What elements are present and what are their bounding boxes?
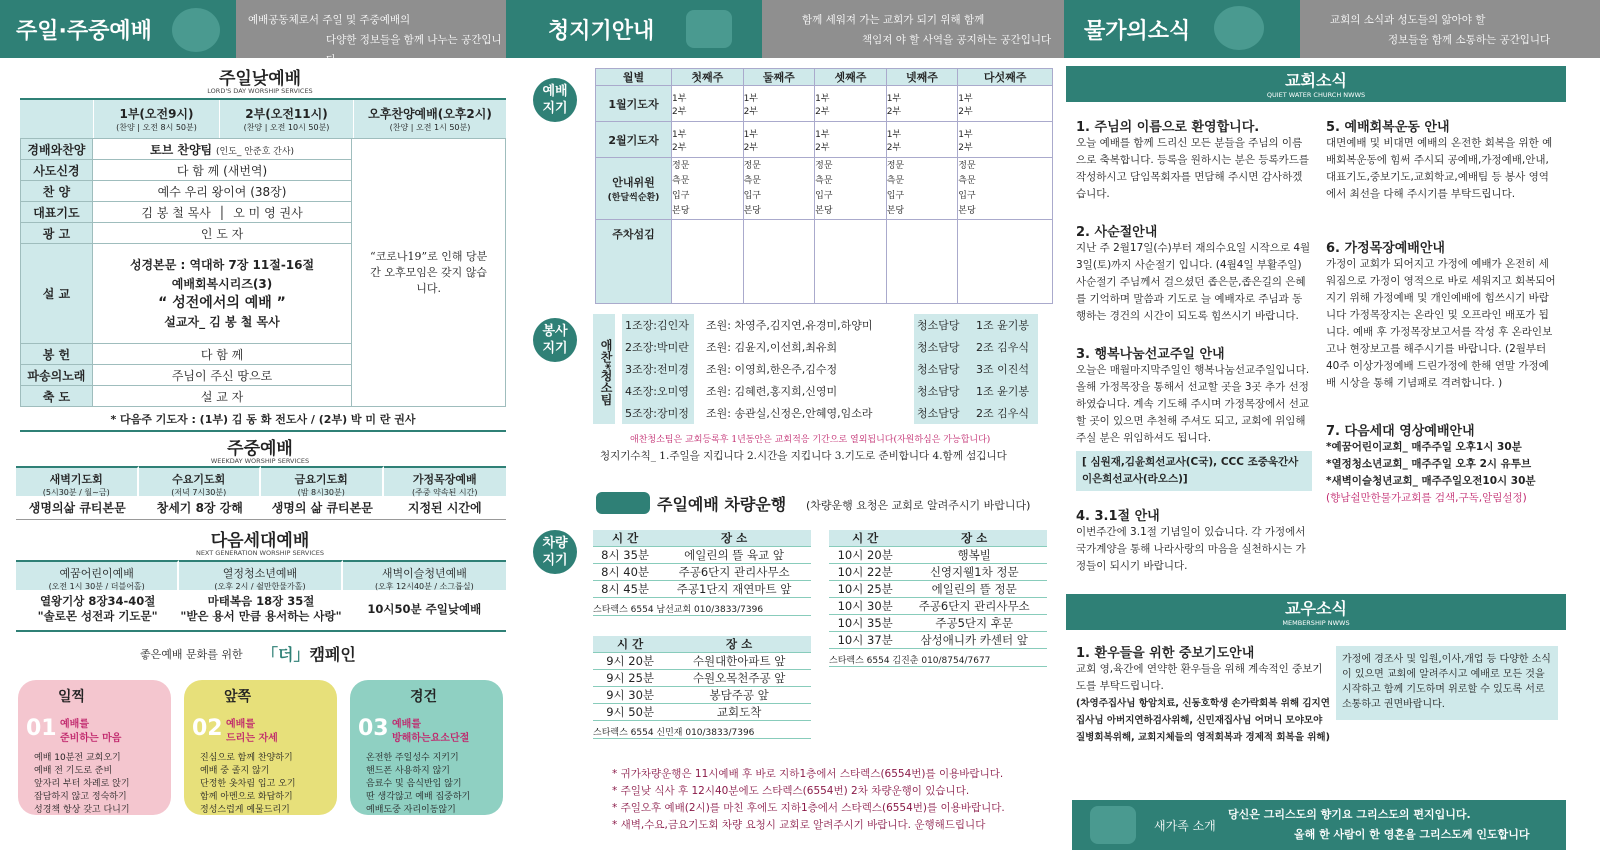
service-2 [220,100,354,138]
footer-line-1: 당신은 그리스도의 향기요 그리스도의 편지입니다. [1228,808,1471,821]
group-row: 3조장:전미경 조원: 이영희,한은주,김수정 청소담당 3조 이진석 [622,358,1052,379]
card-list: 예배 10분전 교회오기 예배 전 기도로 준비 앞자리 부터 차례로 앉기 잡담하지 않고 정숙하기 성경책 항상 갖고 다니기 [34,753,130,815]
row-label: 경배와찬양 [21,139,93,160]
car-steward-badge: 차량 지기 [533,530,577,574]
header-col1-title: 주일·주중예배 [16,19,152,44]
weekday-sub: WEEKDAY WORSHIP SERVICES [210,457,310,465]
weekday-col: 금요기도회 (밤 8시30분) 생명의 삶 큐티본문 [261,466,384,520]
news-item-body: 오늘 예배를 함께 드리신 모든 분들을 주님의 이름으로 축복합니다. 등록을 원하시는 분은 등록카드를 작성하시고 담임목회자를 면담해 주시면 감사하겠습니다. [1076,137,1310,200]
card-number: 01 [26,716,57,741]
campaign-pre: 좋은예배 문화를 위한 [140,648,243,661]
service-3 [354,100,506,138]
row-value: 다 함 께 (새번역) [92,160,351,181]
card-heading: 일찍 [58,689,86,705]
clean-team-label: 애찬*청소팀 [593,314,615,424]
nextgen-table [16,560,506,632]
service-3-label: 오후찬양예배(오후2시) [368,107,492,121]
megaphone-icon [686,10,732,48]
row-label: 1월기도자 [596,86,672,122]
row-value: 다 함 께 [92,344,351,365]
news-banner [1066,66,1566,102]
header-col3-bar [1064,0,1300,58]
missionary-list: [ 심원재,김윤희선교사(C국), CCC 조중욱간사 이은희선교사(라오스)] [1076,451,1312,491]
route-note: 스타렉스 6554 신민재 010/3833/7396 [593,721,811,739]
footer-label: 새가족 소개 [1154,819,1216,833]
row-value: 토브 찬양팀 (인도_ 안준호 간사) [92,139,351,160]
row-sublabel: (한달씩순환) [607,193,660,203]
route-note: 스타렉스 6554 김진춘 010/8754/7677 [829,649,1047,667]
time-header: 시 간 [593,530,657,547]
week-header: 다섯째주 [958,69,1053,86]
row-value: 김 봉 철 목사 │ 오 미 영 권사 [92,202,351,223]
news-item-title: 6. 가정목장예배안내 [1326,241,1445,256]
row-label: 안내위원 [612,176,655,189]
weekday-col: 새벽기도회 (5시30분 / 월~금) 생명의삶 큐티본문 [16,466,139,520]
news-item-title: 1. 주님의 이름으로 환영합니다. [1076,120,1260,135]
row-value: 인 도 자 [92,223,351,244]
video-note: (향남쉴만한물가교회를 검색,구독,알림설정) [1326,492,1527,504]
row-label: 파송의노래 [21,365,93,386]
row-label: 주차섬김 [596,220,672,304]
service-1-label: 1부(오전9시) [119,107,194,121]
sunday-title: 주일낮예배 [218,69,302,89]
header-col2-desc1: 함께 세워져 가는 교회가 되기 위해 함께 [802,14,985,26]
row-label: 봉 헌 [21,344,93,365]
card-list: 온전한 주일성수 지키기 핸드폰 사용하지 않기 음료수 및 음식반입 않기 딴 생각않고 예배 집중하기 예배도중 자리이동않기 [366,753,471,815]
row-value: 설 교 자 [92,386,351,407]
nextgen-col: 새벽이슬청년예배 (오후 12시40분 / 소그룹실) 10시50분 주일낮예배 [343,560,506,632]
row-label: 대표기도 [21,202,93,223]
news-item-body: 오늘은 매월마지막주일인 행복나눔선교주일입니다. 올해 가정목장을 통해서 선교할 곳을 3곳 추가 선정하였습니다. 계속 기도해 주시며 가정목장에서 선교할 곳이 있으면 추천해 주셔도 되고, 교회에 위임해 주실 분은 위임하셔도 됩니다. [1076,364,1310,444]
nextgen-sub: NEXT GENERATION WORSHIP SERVICES [195,549,325,557]
header-col2-bar [506,0,762,58]
prayer-schedule-table: 월별 첫째주 둘째주 셋째주 넷째주 다섯째주 1월기도자 1부 2부 1부 2부 1부 2부 1부 2부 1부 2부 2월기도자 1부 2부 1부 2부 1부 2부 1부 2부 1부 2부 안내위원 (한달씩순환) 정문 측문 입구 본당 정문 측문 입구 본당 정문 측문 입구 본당 정문 측문 입구 본당 정문 측문 입구 본당 주차섬김 [595,68,1053,304]
card-number: 02 [192,716,223,741]
family-icon [1090,806,1136,844]
card-list: 진심으로 함께 찬양하기 예배 중 졸지 않기 단정한 옷차림 입고 오기 함께 아멘으로 화답하기 정성스럽게 예물드리기 [200,753,296,815]
members-notice-box: 가정에 경조사 및 입원,이사,개업 등 다양한 소식이 있으면 교회에 알려주시고 예배로 모든 것을 시작하고 함께 기도하며 위로할 수 있도록 서로 소통하고 권면바랍니다. [1336,646,1558,720]
row-label: 축 도 [21,386,93,407]
nextgen-col: 예꿈어린이예배 (오전 1시 30분 / 더블어홀) 열왕기상 8장34-40절 "솔로몬 성전과 기도문" [16,560,179,632]
members-banner [1066,594,1566,630]
clean-groups [622,314,1052,424]
campaign-card-1: 일찍 01 예배를 준비하는 마음 예배 10분전 교회오기 예배 전 기도로 준비 앞자리 부터 차례로 앉기 잡담하지 않고 정숙하기 성경책 항상 갖고 다니기 [18,680,171,815]
campaign-title: 「더」캠페인 [262,645,356,664]
group-row: 2조장:박미란 조원: 김윤지,이선희,최유희 청소담당 2조 김우식 [622,336,1052,357]
row-value: 주님이 주신 땅으로 [92,365,351,386]
route-3-table: 시 간 장 소 10시 20분 행복빌 10시 22분 신영지웰1차 정문 10시 25분 에일린의 뜰 정문 10시 30분 주공6단지 관리사무소 10시 35분 주공5단지 후문 10시 37분 삼성애니카 카센터 앞 스타렉스 6554 김진춘 010/8754/7677 [829,530,1047,667]
video-line: *새벽이슬청년교회_ 매주주일오전10시 30분 [1326,475,1536,487]
group-row: 1조장:김인자 조원: 차영주,김지연,유경미,하양미 청소담당 1조 윤기봉 [622,314,1052,335]
row-label: 설 교 [21,244,93,344]
service-steward-badge: 봉사 지기 [533,318,577,362]
campaign-card-2: 앞쪽 02 예배를 드리는 자세 진심으로 함께 찬양하기 예배 중 졸지 않기 단정한 옷차림 입고 오기 함께 아멘으로 화답하기 정성스럽게 예물드리기 [184,680,337,815]
row-label: 사도신경 [21,160,93,181]
footer-line-2: 올해 한 사람이 한 영혼을 그리스도께 인도합니다 [1294,828,1530,841]
weekday-col: 가정목장예배 (주중 약속된 시간) 지정된 시간에 [384,466,507,520]
row-label: 광 고 [21,223,93,244]
nextgen-col: 열정청소년예배 (오후 2시 / 쉴만한물가홀) 마태복음 18장 35절 "받은 용서 만큼 용서하는 사랑" [179,560,342,632]
hand-plant-icon [1214,6,1264,50]
footer-bar [1072,800,1566,850]
next-prayer: * 다음주 기도자 : (1부) 김 동 화 전도사 / (2부) 박 미 란 권사 [20,411,506,432]
news-item-body: 이번주간에 3.1절 기념일이 있습니다. 각 가정에서 국가계양을 통해 나라사랑의 마음을 실천하시는 가정들이 되시기 바랍니다. [1076,526,1306,572]
service-2-detail: (찬양 | 오전 10시 50분) [243,123,330,132]
place-header: 장 소 [657,530,811,547]
weekday-col: 수요기도회 (저녁 7시30분) 창세기 8장 강해 [139,466,262,520]
news-left [1076,116,1312,575]
car-notices [612,766,1005,834]
route-note: 스타렉스 6554 남선교회 010/3833/7396 [593,598,811,616]
group-row: 4조장:오미영 조원: 김혜련,홍지희,신영미 청소담당 1조 윤기봉 [622,380,1052,401]
service-3-detail: (찬양 | 오전 1시 50분) [389,123,471,132]
card-heading: 경건 [410,689,438,705]
service-1-detail: (찬양 | 오전 8시 50분) [116,123,197,132]
row-label: 2월기도자 [596,122,672,158]
route-2-table: 시 간 장 소 9시 20분 수원대한아파트 앞 9시 25분 수원오목천주공 앞 9시 30분 봉담주공 앞 9시 50분 교회도착 스타렉스 6554 신민재 010/3833/7396 [593,636,811,739]
header-col1-desc2: 다양한 정보들을 함께 나누는 공간입니다 [326,34,502,66]
members-item-body: 교회 영,육간에 연약한 환우들을 위해 계속적인 중보기도를 부탁드립니다. [1076,663,1323,692]
header-col2-desc-bar [762,0,1064,58]
notice-line: * 주일낮 식사 후 12시40분에도 스타렉스(6554번) 2차 차량운행이 있습니다. [612,785,970,797]
members-title: 교우소식 [1285,599,1347,618]
week-header: 셋째주 [815,69,887,86]
header-col1-desc-bar [236,0,506,66]
video-line: *예꿈어린이교회_ 매주주일 오후1시 30분 [1326,441,1522,453]
header-col3-desc1: 교회의 소식과 성도들의 앎아야 할 [1330,14,1486,26]
weekday-table [16,466,506,520]
header-col3-desc-bar [1300,0,1600,58]
members-item-title: 1. 환우들을 위한 중보기도안내 [1076,646,1255,661]
news-item-title: 5. 예배회복운동 안내 [1326,120,1450,135]
route-1-table: 시 간 장 소 8시 35분 에일린의 뜰 육교 앞 8시 40분 주공6단지 관리사무소 8시 45분 주공1단지 재연마트 앞 스타렉스 6554 남선교회 010/3833/7396 [593,530,811,616]
card-heading: 앞쪽 [224,689,252,705]
group-row: 5조장:장미정 조원: 송관실,신정은,안혜영,임소라 청소담당 2조 김우식 [622,402,1052,423]
service-1 [94,100,220,138]
news-sub: QUIET WATER CHURCH NWWS [1266,91,1366,99]
clean-note: 애찬청소팀은 교회등록후 1년동안은 교회적응 기간으로 열외됩니다(자원하심은 가능합니다) [630,435,991,445]
members-body [1076,642,1330,746]
news-item-body: 가정이 교회가 되어지고 가정에 예배가 온전히 세워짐으로 가정이 영적으로 바로 세워지고 회복되어지기 위해 가정예배 및 개인예배에 힘쓰시기 바랍니다 가정목장지는 온라인 및 오프라인 배포가 됩니다. 예배 후 가정목장보고서를 작성 후 온라인보고나 현장보고를 해주시기를 바랍니다. (2월부터 40주 이상가정예배 드린가정에 한해 연말 가정예배 시상을 통해 기념패로 격려합니다. ) [1326,258,1556,389]
header-col1-bar [0,0,236,58]
corona-notice: “코로나19”로 인해 당분간 오후모임은 갖지 않습니다. [352,139,506,407]
sermon-info: 성경본문 : 역대하 7장 11절-16절 예배회복시리즈(3) “ 성전에서의 예배 ” 설교자_ 김 봉 철 목사 [92,244,351,344]
card-number: 03 [358,716,389,741]
news-item-title: 7. 다음세대 영상예배안내 [1326,424,1475,439]
news-item-title: 3. 행복나눔선교주일 안내 [1076,347,1225,362]
news-item-title: 2. 사순절안내 [1076,225,1158,240]
members-item-detail: (차영주집사님 항암치료, 신동호학생 손가락회복 위해 김지연집사님 아버지연하검사위해, 신민재집사님 어머니 모야모야 질병회복위해, 교회지체들의 영적회복과 경제적 회복을 위해) [1076,698,1330,743]
week-header: 첫째주 [672,69,744,86]
video-line: *열정청소년교회_ 매주주일 오후 2시 유투브 [1326,458,1532,470]
header-col3-desc2: 정보들을 함께 소통하는 공간입니다 [1388,34,1551,46]
weekday-title: 주중예배 [227,439,293,459]
news-right [1326,116,1558,507]
car-title: 주일예배 차량운행 [657,495,787,514]
notice-line: * 주일오후 예배(2시)를 마친 후에도 지하1층에서 스타렉스(6554번)를 이용바랍니다. [612,802,1005,814]
sunday-table [20,98,506,432]
news-item-body: 대면예배 및 비대면 예배의 온전한 회복을 위한 예배회복운동에 힘써 주시되 공예배,가정예배,안내,대표기도,중보기도,교회학교,예배팀 등 봉사 영역에서 최선을 다해 주시기를 부탁드립니다. [1326,137,1553,200]
nextgen-title: 다음세대예배 [210,531,310,551]
news-item-title: 4. 3.1절 안내 [1076,509,1160,524]
car-icon [596,492,650,514]
worship-steward-badge: 예배 지기 [533,78,577,122]
car-note: (차량운행 요청은 교회로 알려주시기 바랍니다) [806,499,1031,512]
row-label: 찬 양 [21,181,93,202]
news-title: 교회소식 [1285,71,1347,90]
month-header: 월별 [596,69,672,86]
sunday-sub: LORD'S DAY WORSHIP SERVICES [207,87,313,95]
steward-motto: 청지기수칙_ 1.주일을 지킵니다 2.시간을 지킵니다 3.기도로 준비합니다 4.함께 섬깁니다 [600,450,1007,462]
bible-globe-icon [172,8,220,52]
campaign-card-3: 경건 03 예배를 방해하는요소단절 온전한 주일성수 지키기 핸드폰 사용하지 않기 음료수 및 음식반입 않기 딴 생각않고 예배 집중하기 예배도중 자리이동않기 [350,680,503,815]
notice-line: * 새벽,수요,금요기도회 차량 요청시 교회로 알려주시기 바랍니다. 운행해드립니다 [612,819,986,831]
row-value: 예수 우리 왕이여 (38장) [92,181,351,202]
week-header: 둘째주 [743,69,815,86]
news-item-body: 지난 주 2월17일(수)부터 재의수요일 시작으로 4월3일(토)까지 사순절기 입니다. (4월4일 부활주일) 사순절기 주님께서 걸으셨던 좁은문,좁은길의 은혜를 기억하며 말씀과 기도로 늘 예배자로 주님과 동행하는 경건의 시간이 되도록 힘쓰시기 바랍니다. [1076,242,1311,322]
notice-line: * 귀가차량운행은 11시예배 후 바로 지하1층에서 스타렉스(6554번)를 이용바랍니다. [612,768,1004,780]
header-col2-title: 청지기안내 [548,19,655,44]
week-header: 넷째주 [886,69,958,86]
header-col2-desc2: 책임져 야 할 사역을 공지하는 공간입니다 [862,34,1052,46]
header-col3-title: 물가의소식 [1084,19,1191,44]
header-col1-desc1: 예배공동체로서 주일 및 주중예배의 [248,14,411,26]
members-sub: MEMBERSHIP NWWS [1282,619,1350,627]
service-2-label: 2부(오전11시) [245,107,328,121]
